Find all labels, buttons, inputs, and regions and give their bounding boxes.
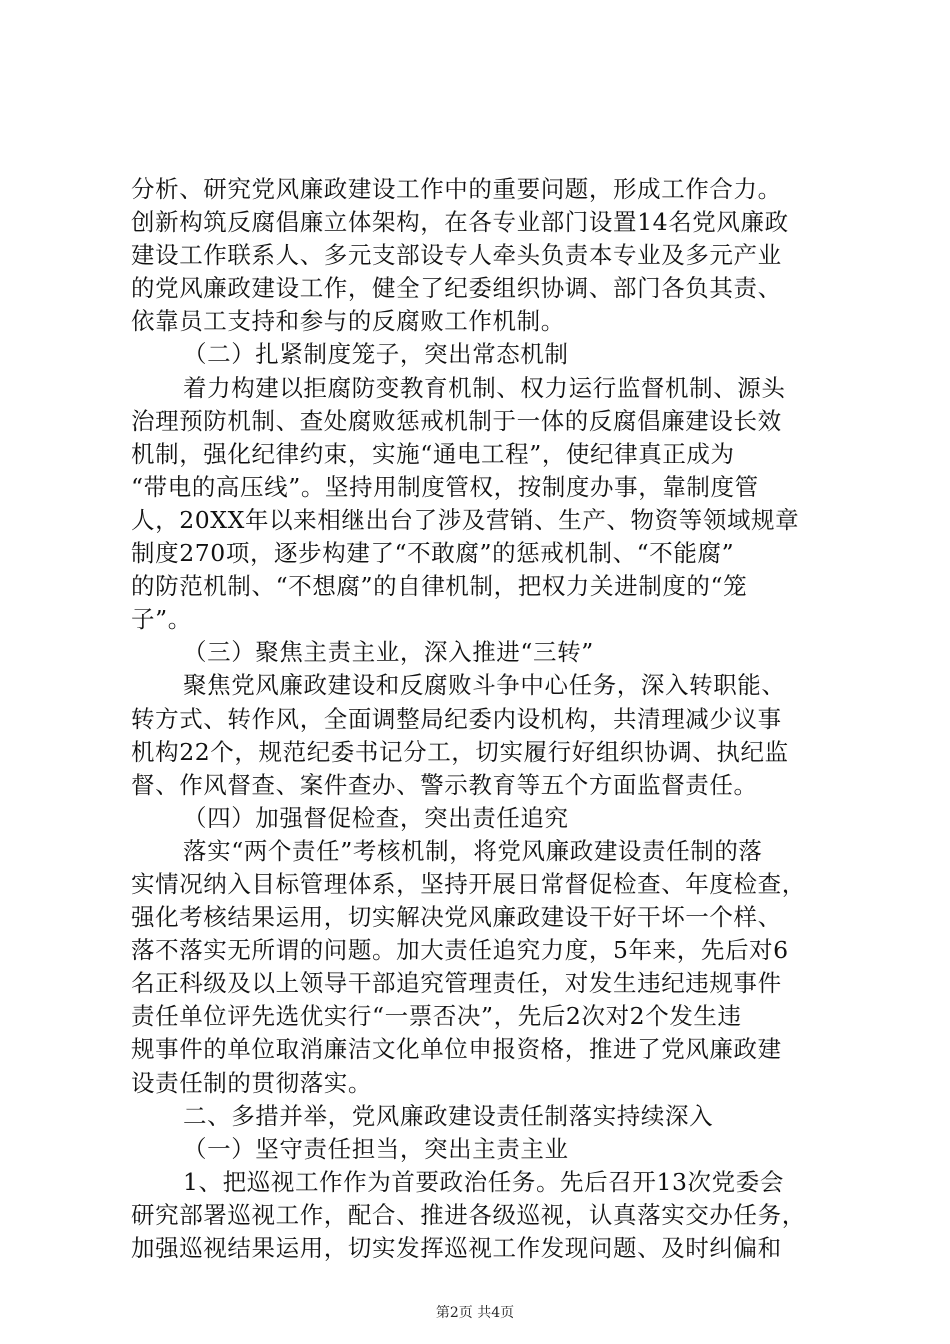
text-line: 的党风廉政建设工作，健全了纪委组织协调、部门各负其责、 <box>131 274 782 303</box>
text-line: （四）加强督促检查，突出责任追究 <box>183 803 569 832</box>
text-line: 实情况纳入目标管理体系，坚持开展日常督促检查、年度检查， <box>131 869 806 898</box>
text-line: 机制，强化纪律约束，实施“通电工程”，使纪律真正成为 <box>131 439 735 468</box>
text-line: （三）聚焦主责主业，深入推进“三转” <box>183 638 594 667</box>
text-line: 责任单位评先选优实行“一票否决”，先后2次对2个发生违 <box>131 1002 742 1031</box>
text-line: 着力构建以拒腐防变教育机制、权力运行监督机制、源头 <box>183 373 786 402</box>
text-line: （一）坚守责任担当，突出主责主业 <box>183 1134 569 1163</box>
text-line: 治理预防机制、查处腐败惩戒机制于一体的反腐倡廉建设长效 <box>131 406 782 435</box>
text-line: 二、多措并举，党风廉政建设责任制落实持续深入 <box>183 1101 714 1130</box>
document-body <box>131 173 831 1265</box>
text-line: 建设工作联系人、多元支部设专人牵头负责本专业及多元产业 <box>131 241 782 270</box>
text-line: 分析、研究党风廉政建设工作中的重要问题，形成工作合力。 <box>131 175 782 203</box>
text-line: 名正科级及以上领导干部追究管理责任，对发生违纪违规事件 <box>131 969 782 998</box>
text-line: 督、作风督查、案件查办、警示教育等五个方面监督责任。 <box>131 770 758 799</box>
text-line: “带电的高压线”。坚持用制度管权，按制度办事，靠制度管 <box>131 472 759 501</box>
text-line: 落实“两个责任”考核机制，将党风廉政建设责任制的落 <box>183 836 763 865</box>
text-line: 子”。 <box>131 605 192 634</box>
text-line: （二）扎紧制度笼子，突出常态机制 <box>183 340 569 369</box>
text-line: 研究部署巡视工作，配合、推进各级巡视，认真落实交办任务， <box>131 1200 806 1229</box>
text-line: 落不落实无所谓的问题。加大责任追究力度，5年来，先后对6 <box>131 936 789 965</box>
text-line: 加强巡视结果运用，切实发挥巡视工作发现问题、及时纠偏和 <box>131 1234 782 1262</box>
text-line: 依靠员工支持和参与的反腐败工作机制。 <box>131 307 565 336</box>
text-line: 人，20XX年以来相继出台了涉及营销、生产、物资等领域规章 <box>131 505 800 534</box>
page-footer: 第2页 共4页 <box>435 1305 515 1321</box>
text-line: 规事件的单位取消廉洁文化单位申报资格，推进了党风廉政建 <box>131 1035 782 1064</box>
text-line: 转方式、转作风，全面调整局纪委内设机构，共清理减少议事 <box>131 704 782 733</box>
text-line: 的防范机制、“不想腐”的自律机制，把权力关进制度的“笼 <box>131 572 748 601</box>
text-line: 设责任制的贯彻落实。 <box>131 1068 372 1097</box>
text-line: 强化考核结果运用，切实解决党风廉政建设干好干坏一个样、 <box>131 903 782 932</box>
text-line: 聚焦党风廉政建设和反腐败斗争中心任务，深入转职能、 <box>183 671 786 700</box>
text-line: 创新构筑反腐倡廉立体架构，在各专业部门设置14名党风廉政 <box>131 208 789 237</box>
text-line: 制度270项，逐步构建了“不敢腐”的惩戒机制、“不能腐” <box>131 539 735 568</box>
text-line: 机构22个，规范纪委书记分工，切实履行好组织协调、执纪监 <box>131 737 789 766</box>
text-line: 1、把巡视工作作为首要政治任务。先后召开13次党委会 <box>183 1167 784 1196</box>
